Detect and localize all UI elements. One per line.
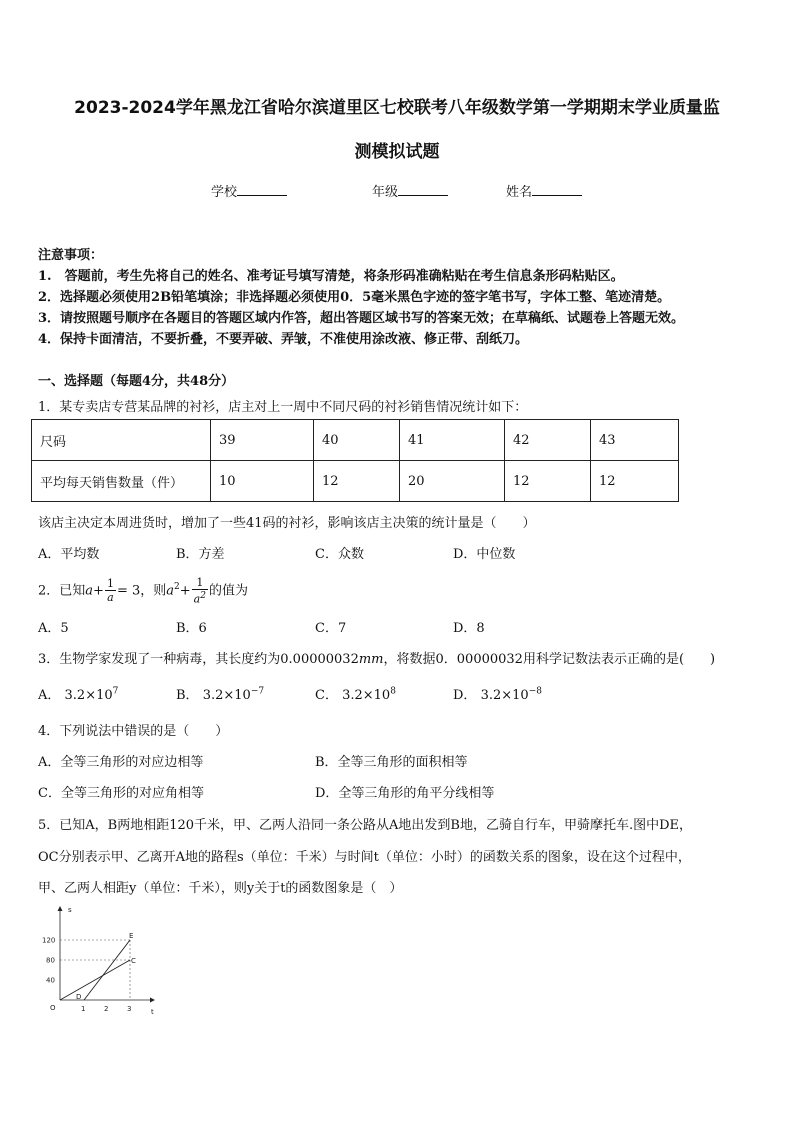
q5-line-1: 5．已知A，B两地相距120千米，甲、乙两人沿同一条公路从A地出发到B地，乙骑自行车，甲骑摩托车.图中DE， [38, 818, 693, 833]
table-cell: 40 [314, 420, 400, 461]
q3-option-a-base: 3.2×10 [64, 688, 113, 703]
table-row [32, 461, 679, 502]
school-blank[interactable] [237, 183, 287, 196]
q3-option-a-exp: 7 [112, 686, 119, 697]
table-cell: 12 [591, 461, 679, 502]
q2-suffix: 的值为 [208, 583, 248, 599]
grade-field[interactable] [372, 181, 448, 200]
table-cell: 42 [505, 420, 591, 461]
q4-option-a[interactable]: A．全等三角形的对应边相等 [38, 755, 204, 770]
q2-frac2-den [192, 590, 208, 606]
y-tick-120: 120 [42, 936, 56, 945]
q3-option-b-exp: −7 [250, 686, 265, 697]
name-field[interactable] [506, 181, 582, 200]
q2-exp: 2 [174, 582, 180, 592]
x-tick-2: 2 [104, 1005, 109, 1013]
q2-plus: + [93, 583, 104, 599]
q2-var-a-sq: a [166, 583, 175, 599]
q1-option-b[interactable]: B．方差 [176, 547, 225, 562]
line-oc [60, 960, 130, 1000]
q1-option-d[interactable]: D．中位数 [453, 547, 516, 562]
q3-option-b-label: B． [176, 688, 199, 703]
q2-plus-2: + [179, 583, 191, 599]
q3-option-b-base: 3.2×10 [202, 688, 251, 703]
table-cell: 尺码 [32, 420, 211, 461]
point-d-label: D [76, 993, 82, 1001]
q2-frac1-num: 1 [106, 577, 114, 591]
y-axis-arrow [58, 906, 63, 911]
q1-question: 该店主决定本周进货时，增加了一些41码的衬衫，影响该店主决策的统计量是（ ） [38, 516, 536, 531]
line-de [84, 940, 130, 1000]
q4-stem: 4．下列说法中错误的是（ ） [38, 724, 229, 739]
y-tick-40: 40 [46, 976, 55, 985]
q2-option-c[interactable]: C．7 [315, 621, 347, 636]
q2-option-a[interactable]: A．5 [38, 621, 69, 636]
q2-frac2-num: 1 [192, 576, 208, 590]
q3-option-d-exp: −8 [528, 686, 542, 697]
q3-option-d-base: 3.2×10 [480, 688, 529, 703]
q2-option-b[interactable]: B．6 [176, 621, 207, 636]
q3-option-a[interactable] [38, 684, 118, 703]
q2-var-a: a [85, 583, 94, 599]
x-axis-label: t [151, 1008, 154, 1016]
q3-stem [38, 648, 715, 667]
q1-option-c[interactable]: C．众数 [315, 547, 364, 562]
q3-stem-part1: 3．生物学家发现了一种病毒，其长度约为0.00000032 [38, 652, 359, 667]
notice-item-3: 3．请按照题号顺序在各题目的答题区域内作答，超出答题区域书写的答案无效；在草稿纸、试题卷上答题无效。 [38, 311, 685, 326]
x-tick-1: 1 [81, 1005, 86, 1013]
q2-fraction-1 [105, 577, 116, 604]
table-row [32, 420, 679, 461]
q5-graph [34, 902, 164, 1020]
page-title [30, 86, 764, 174]
school-label: 学校 [211, 185, 238, 200]
q2-option-d[interactable]: D．8 [453, 621, 485, 636]
q2-frac1-den: a [107, 591, 114, 605]
q2-eq3: = 3 [116, 583, 141, 599]
q3-option-c[interactable] [315, 684, 396, 703]
q5-line-3: 甲、乙两人相距y（单位：千米），则y关于t的函数图象是（ ） [38, 881, 403, 896]
point-e-label: E [129, 932, 134, 940]
q3-unit: mm [358, 652, 384, 667]
notice-heading: 注意事项： [38, 248, 104, 263]
notice-item-2: 2．选择题必须使用2B铅笔填涂；非选择题必须使用0．5毫米黑色字迹的签字笔书写，字体工整、笔迹清楚。 [38, 290, 671, 305]
name-label: 姓名 [506, 185, 533, 200]
title-line-2: 测模拟试题 [354, 142, 440, 162]
table-cell: 12 [314, 461, 400, 502]
q3-option-b[interactable] [176, 684, 264, 703]
section-heading: 一、选择题（每题4分，共48分） [38, 374, 235, 389]
origin-label: O [50, 1004, 56, 1012]
y-tick-80: 80 [46, 956, 55, 965]
q2-frac2-den-exp: 2 [200, 591, 206, 601]
table-cell: 20 [400, 461, 505, 502]
q3-option-c-base: 3.2×10 [342, 688, 391, 703]
name-blank[interactable] [532, 183, 582, 196]
x-axis-arrow [150, 998, 155, 1003]
q4-option-b[interactable]: B．全等三角形的面积相等 [315, 755, 468, 770]
q2-then: ，则 [140, 583, 167, 599]
school-field[interactable] [211, 181, 287, 200]
q4-option-d[interactable]: D．全等三角形的角平分线相等 [315, 786, 495, 801]
q3-option-d[interactable] [453, 684, 542, 703]
table-cell: 10 [211, 461, 314, 502]
x-tick-3: 3 [127, 1005, 132, 1013]
q3-stem-part2: ，将数据0．00000032用科学记数法表示正确的是( ) [383, 652, 716, 667]
q4-option-c[interactable]: C．全等三角形的对应角相等 [38, 786, 204, 801]
q3-option-a-label: A． [38, 688, 61, 703]
q2-fraction-2 [192, 576, 208, 606]
notice-item-1: 1. 答题前，考生先将自己的姓名、准考证号填写清楚，将条形码准确粘贴在考生信息条形码粘贴区。 [38, 269, 624, 284]
table-cell: 41 [400, 420, 505, 461]
title-line-1: 2023-2024学年黑龙江省哈尔滨道里区七校联考八年级数学第一学期期末学业质量监 [74, 98, 720, 118]
q1-stem: 1．某专卖店专营某品牌的衬衫，店主对上一周中不同尺码的衬衫销售情况统计如下： [38, 400, 528, 415]
point-c-label: C [131, 957, 136, 965]
notice-item-4: 4．保持卡面清洁，不要折叠，不要弄破、弄皱，不准使用涂改液、修正带、刮纸刀。 [38, 332, 529, 347]
grade-label: 年级 [372, 185, 399, 200]
y-axis-label: s [68, 906, 72, 914]
q5-line-2: OC分别表示甲、乙离开A地的路程s（单位：千米）与时间t（单位：小时）的函数关系的图象，设在这个过程中， [38, 850, 691, 865]
table-cell: 39 [211, 420, 314, 461]
q1-option-a[interactable]: A．平均数 [38, 547, 100, 562]
q2-frac2-den-var: a [193, 592, 201, 606]
grade-blank[interactable] [398, 183, 448, 196]
table-cell: 平均每天销售数量（件） [32, 461, 211, 502]
table-cell: 43 [591, 420, 679, 461]
q3-option-c-exp: 8 [390, 686, 396, 697]
q3-option-d-label: D． [453, 688, 477, 703]
q2-stem [38, 569, 248, 609]
q3-option-c-label: C． [315, 688, 338, 703]
table-cell: 12 [505, 461, 591, 502]
q1-table [31, 419, 679, 502]
q2-prefix: 2．已知 [38, 583, 86, 599]
